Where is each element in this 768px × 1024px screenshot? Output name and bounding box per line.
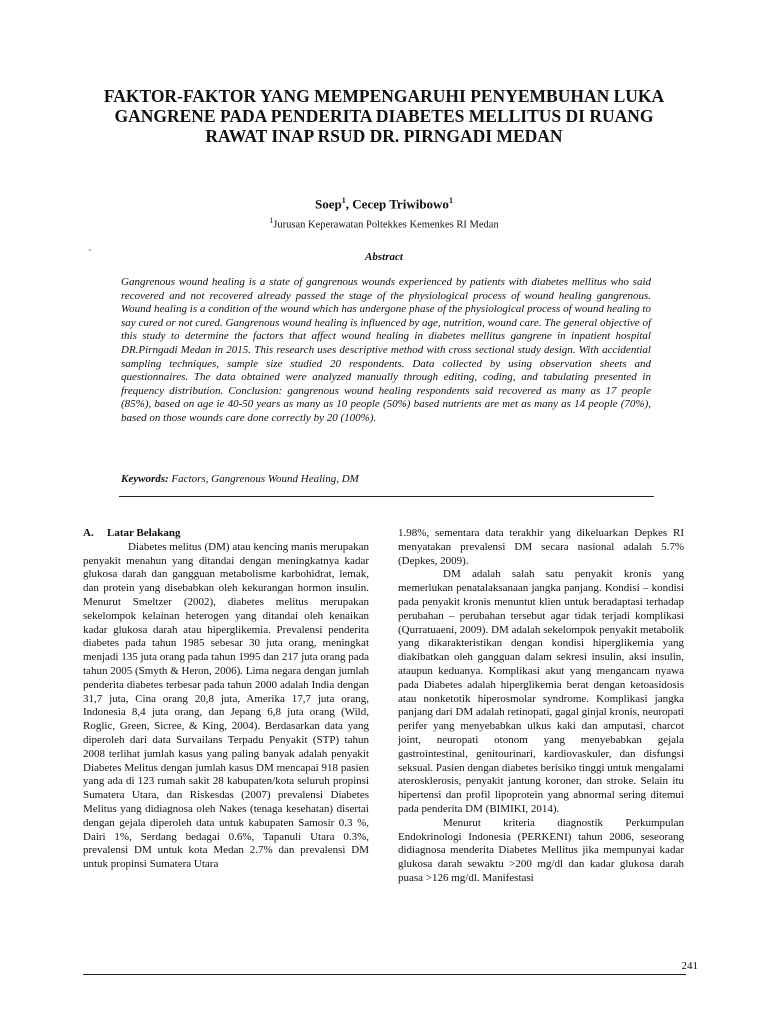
right-column	[398, 527, 684, 886]
section-heading	[83, 527, 369, 541]
affiliation	[0, 216, 768, 231]
author-separator: ,	[345, 196, 353, 212]
author-affiliation-mark: 1	[448, 196, 453, 205]
title-line: GANGRENE PADA PENDERITA DIABETES MELLITUS DI RUANG	[114, 106, 654, 126]
body-paragraph: Diabetes melitus (DM) atau kencing manis merupakan penyakit menahun yang ditandai dengan meningkatnya kadar glukosa darah dan gangguan metabolisme karbohidrat, lemak, dan protein yang disebabkan oleh kekurangan hormon insulin. Menurut Smeltzer (2002), diabetes melitus merupakan sekelompok kelainan heterogen yang ditandai oleh kenaikan kadar glukosa darah atau hiperglikemia. Prevalensi penderita diabetes pada tahun 1985 sebesar 30 juta orang, meningkat menjadi 135 juta orang pada tahun 1995 dan 217 juta orang pada tahun 2005 (Smyth & Heron, 2006). Lima negara dengan jumlah penderita diabetes terbesar pada tahun 2000 adalah India dengan 31,7 juta, Cina orang 20,8 juta, Amerika 17,7 juta orang, Indonesia 8,4 juta orang, dan Jepang 6,8 juta orang (Wild, Roglic, Green, Sicree, & King, 2004). Berdasarkan data yang diperoleh dari data Survailans Terpadu Penyakit (STP) tahun 2008 terlihat jumlah kasus yang paling banyak adalah penyakit Diabetes Melitus dengan jumlah kasus DM mencapai 918 pasien yang ada di 123 rumah sakit 28 kabupaten/kota seluruh propinsi Sumatera Utara, dan Riskesdas (2007) prevalensi Diabetes Melitus yang didiagnosa oleh Nakes (tenaga kesehatan) disertai dengan gejala diperoleh data untuk kabupaten Samosir 0.3 %, Dairi 1%, Serdang bedagai 0.6%, Tapanuli Utara 0.3%, prevalensi DM untuk kota Medan 2.7% dan prevalensi DM untuk propinsi Sumatera Utara	[83, 540, 369, 871]
author-name: Cecep Triwibowo	[352, 196, 449, 212]
abstract-divider	[119, 496, 654, 497]
body-paragraph: DM adalah salah satu penyakit kronis yang memerlukan penatalaksanaan jangka panjang. Kondisi – kondisi pada penyakit kronis menuntut klien untuk beradaptasi terhadap perubahan – perubahan tersebut agar tidak terjadi komplikasi (Qurratuaeni, 2009). DM adalah sekelompok penyakit metabolik yang dikarakteristikan dengan kondisi hiperglikemia yang diakibatkan oleh gangguan dalam sekresi insulin, aksi insulin, ataupun keduanya. Komplikasi akut yang mengancam nyawa pada Diabetes adalah hiperglikemia berat dengan ketoasidosis atau nonketotik hiperosmolar syndrome. Komplikasi jangka panjang dari DM adalah retinopati, gagal ginjal kronis, neuropati perifer yang menyebabkan ulkus kaki dan amputasi, charcot joint, neuropati otonom yang menyebabkan gejala gastrointestinal, genitourinari, kardiovaskuler, dan disfungsi seksual. Pasien dengan diabetes berisiko tinggi untuk mengalami aterosklerosis, penyakit jantung koroner, dan stroke. Selain itu hipertensi dan profil lipoprotein yang abnormal sering ditemui pada penderita DM (BIMIKI, 2014).	[398, 568, 684, 815]
abstract-heading: Abstract	[365, 251, 403, 263]
abstract-text: Gangrenous wound healing is a state of gangrenous wounds experienced by patients with diabetes mellitus who said recovered and not recovered already passed the stage of the physiological process of wound healing gangrenous. Wound healing is a condition of the wound which has undergone phase of the physiological process of wound healing to say cured or not cured. Gangrenous wound healing is influenced by age, nutrition, wound care. The general objective of this study to determine the factors that affect wound healing in diabetes mellitus gangrene in inpatient hospital DR.Pirngadi Medan in 2015. This research uses descriptive method with cross sectional study design. With accidential sampling techniques, sample size studied 20 respondents. Data collected by using observation sheets and questionnaires. The data obtained were analyzed manually through editing, coding, and tabulating presented in frequency distribution. Conclusion: gangrenous wound healing respondents said recovered as many as 17 people (85%), based on age ie 40-50 years as many as 10 people (50%) based nutrients are met as many as 14 people (70%), based on those wounds care done correctly by 20 (100%).	[121, 276, 651, 424]
section-number: A.	[83, 527, 94, 539]
keywords-text: Factors, Gangrenous Wound Healing, DM	[168, 473, 359, 485]
keywords-label: Keywords:	[121, 473, 169, 485]
title-line: FAKTOR-FAKTOR YANG MEMPENGARUHI PENYEMBUHAN LUKA	[103, 86, 665, 106]
stray-mark: `	[88, 248, 92, 260]
author-name: Soep	[315, 196, 342, 212]
footer-divider	[83, 974, 686, 975]
author-list	[0, 196, 768, 212]
affiliation-text: Jurusan Keperawatan Poltekkes Kemenkes RI Medan	[273, 219, 499, 231]
author-affiliation-mark: 1	[341, 196, 346, 205]
page-number: 241	[681, 960, 698, 972]
keywords	[121, 473, 651, 485]
left-column	[83, 527, 369, 872]
body-paragraph: Menurut kriteria diagnostik Perkumpulan Endokrinologi Indonesia (PERKENI) tahun 2006, seseorang didiagnosa menderita Diabetes Mellitus jika mempunyai kadar glukosa darah sewaktu >200 mg/dl dan kadar glukosa darah puasa >126 mg/dl. Manifestasi	[398, 816, 684, 884]
title-line: RAWAT INAP RSUD DR. PIRNGADI MEDAN	[205, 126, 563, 146]
affiliation-mark: 1	[269, 216, 274, 225]
body-paragraph: 1.98%, sementara data terakhir yang dikeluarkan Depkes RI menyatakan prevalensi DM secara nasional adalah 5.7% (Depkes, 2009).	[398, 527, 684, 567]
section-title: Latar Belakang	[107, 527, 181, 539]
paper-title	[70, 86, 698, 146]
